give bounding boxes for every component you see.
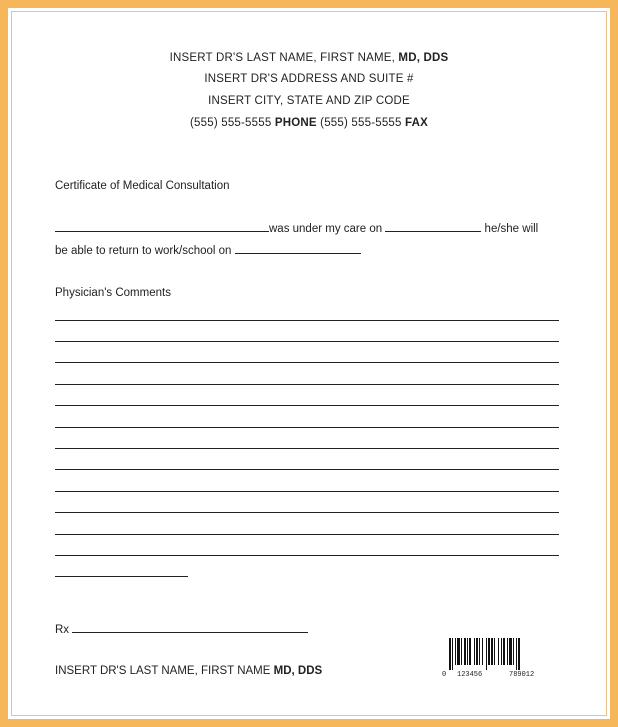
barcode-bar — [507, 638, 508, 665]
return-date-blank[interactable] — [235, 253, 361, 254]
barcode-bar — [469, 638, 471, 665]
barcode-bar — [455, 638, 456, 665]
barcode-bar — [516, 638, 517, 670]
comment-line[interactable] — [55, 341, 559, 342]
care-date-blank[interactable] — [385, 231, 481, 232]
barcode-bar — [491, 638, 493, 665]
comment-line[interactable] — [55, 320, 559, 321]
comment-line-short[interactable] — [55, 576, 188, 577]
comment-line[interactable] — [55, 512, 559, 513]
barcode-bar — [494, 638, 495, 665]
patient-name-blank[interactable] — [55, 231, 269, 232]
barcode-bar — [474, 638, 475, 665]
barcode-bar — [509, 638, 512, 665]
comment-line[interactable] — [55, 448, 559, 449]
barcode-bar — [482, 638, 483, 665]
barcode-bar — [518, 638, 520, 670]
header-city-state-zip: INSERT CITY, STATE AND ZIP CODE — [208, 95, 410, 107]
comment-line[interactable] — [55, 427, 559, 428]
rx-blank[interactable] — [72, 632, 308, 633]
comment-line[interactable] — [55, 469, 559, 470]
return-line: be able to return to work/school on — [55, 245, 361, 257]
footer-doctor-name: INSERT DR'S LAST NAME, FIRST NAME MD, DDS — [55, 665, 323, 677]
comment-line[interactable] — [55, 384, 559, 385]
header-contact: (555) 555-5555 PHONE (555) 555-5555 FAX — [190, 117, 428, 129]
rx-line: Rx — [55, 624, 308, 636]
barcode-bar — [464, 638, 466, 665]
barcode-bar — [449, 638, 451, 670]
comment-line[interactable] — [55, 555, 559, 556]
barcode-digits: 123456 — [457, 671, 483, 678]
header-address: INSERT DR'S ADDRESS AND SUITE # — [204, 73, 414, 85]
comment-line[interactable] — [55, 491, 559, 492]
barcode-bar — [513, 638, 514, 665]
barcode-graphic — [441, 638, 551, 678]
barcode-bar — [461, 638, 462, 665]
barcode-bar — [467, 638, 468, 665]
barcode-bar — [457, 638, 460, 665]
barcode-bar — [476, 638, 478, 665]
barcode-bar — [488, 638, 490, 665]
comment-line[interactable] — [55, 362, 559, 363]
certificate-title: Certificate of Medical Consultation — [55, 180, 230, 192]
comments-label: Physician's Comments — [55, 287, 171, 299]
comment-line[interactable] — [55, 405, 559, 406]
barcode-bar — [503, 638, 505, 665]
barcode-bar — [501, 638, 502, 665]
barcode-bar — [498, 638, 499, 665]
barcode-digits: 0 — [442, 671, 447, 678]
header-doctor-name: INSERT DR'S LAST NAME, FIRST NAME, MD, DDS — [169, 52, 449, 64]
barcode-bar — [486, 638, 487, 670]
under-care-line: was under my care on he/she will — [55, 223, 538, 235]
barcode — [441, 638, 551, 678]
barcode-bar — [479, 638, 480, 665]
comment-line[interactable] — [55, 534, 559, 535]
barcode-bar — [452, 638, 453, 670]
barcode-digits: 789012 — [509, 671, 535, 678]
